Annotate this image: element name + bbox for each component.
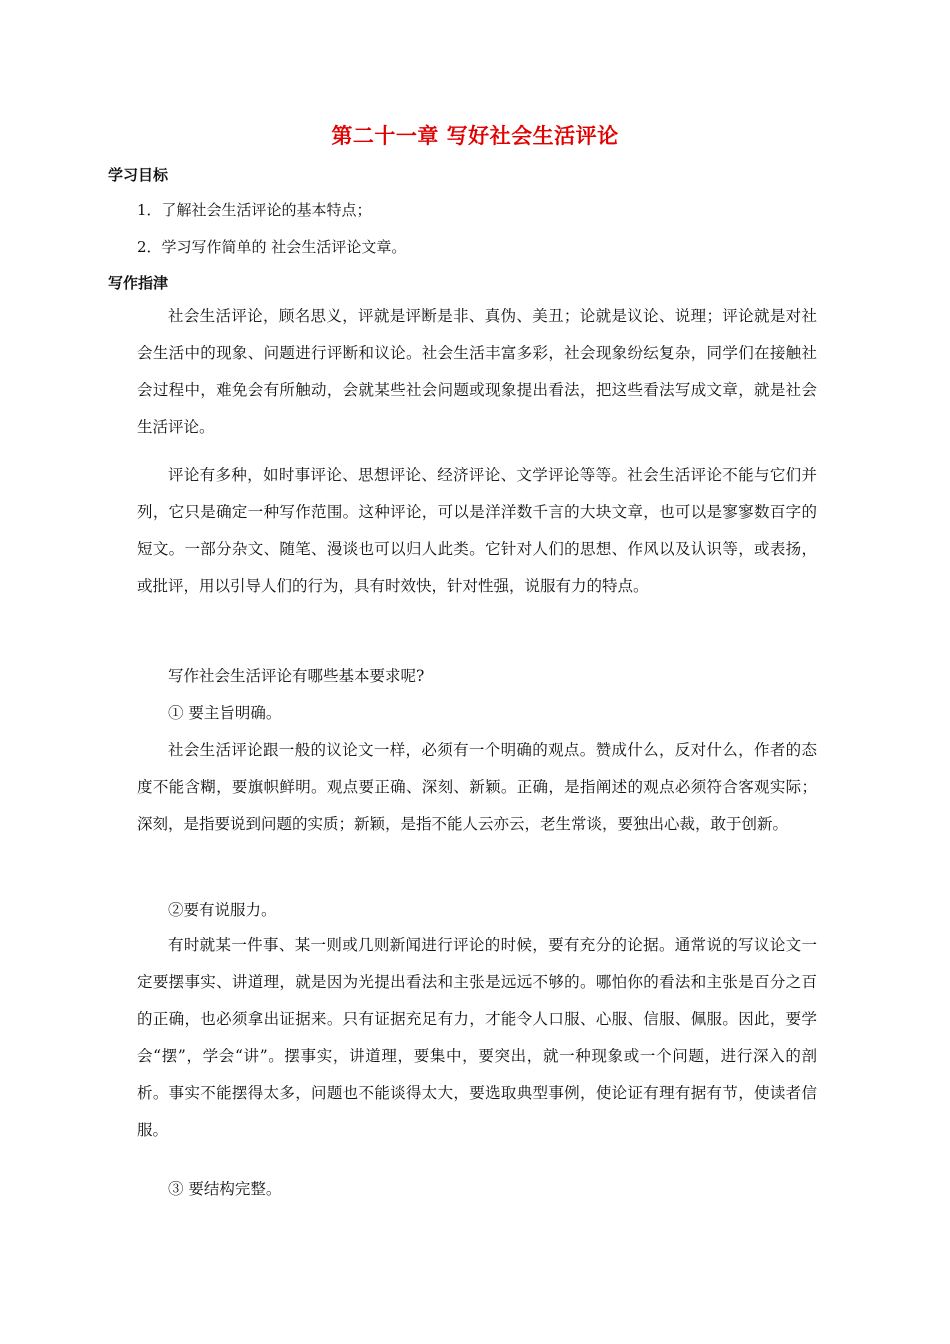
requirement-2: ②要有说服力。 bbox=[168, 901, 277, 919]
guide-paragraph-2: 评论有多种，如时事评论、思想评论、经济评论、文学评论等等。社会生活评论不能与它们并列，它只是确定一种写作范围。这种评论，可以是洋洋数千言的大块文章，也可以是寥寥数百字的短文。一部分杂文、随笔、漫谈也可以归人此类。它针对人们的思想、作风以及认识等，或表扬，或批评，用以引导人们的行为，具有时效快，针对性强，说服有力的特点。 bbox=[137, 466, 817, 595]
guide-paragraph-4: 社会生活评论跟一般的议论文一样，必须有一个明确的观点。赞成什么，反对什么，作者的态度不能含糊，要旗帜鲜明。观点要正确、深刻、新颖。正确，是指阐述的观点必须符合客观实际；深刻，是指要说到问题的实质；新颖，是指不能人云亦云，老生常谈，要独出心裁，敢于创新。 bbox=[137, 741, 817, 833]
requirement-1: ① 要主旨明确。 bbox=[168, 704, 282, 722]
goals-heading: 学习目标 bbox=[108, 166, 169, 184]
goal-item-2: 2．学习写作简单的 社会生活评论文章。 bbox=[137, 238, 407, 256]
guide-paragraph-1: 社会生活评论，顾名思义，评就是评断是非、真伪、美丑；论就是议论、说理；评论就是对社会生活中的现象、问题进行评断和议论。社会生活丰富多彩，社会现象纷纭复杂，同学们在接触社会过程中，难免会有所触动，会就某些社会问题或现象提出看法，把这些看法写成文章，就是社会生活评论。 bbox=[137, 307, 817, 436]
guide-heading: 写作指津 bbox=[108, 274, 169, 292]
guide-paragraph-5: 有时就某一件事、某一则或几则新闻进行评论的时候，要有充分的论据。通常说的写议论文一定要摆事实、讲道理，就是因为光提出看法和主张是远远不够的。哪怕你的看法和主张是百分之百的正确，也必须拿出证据来。只有证据充足有力，才能令人口服、心服、信服、佩服。因此，要学会“摆”，学会“讲”。摆事实，讲道理，要集中，要突出，就一种现象或一个问题，进行深入的剖析。事实不能摆得太多，问题也不能谈得太大，要选取典型事例，使论证有理有据有节，使读者信服。 bbox=[137, 936, 817, 1139]
requirement-3: ③ 要结构完整。 bbox=[168, 1180, 282, 1198]
guide-paragraph-3: 写作社会生活评论有哪些基本要求呢? bbox=[168, 667, 425, 685]
chapter-title: 第二十一章 写好社会生活评论 bbox=[331, 124, 619, 148]
goal-item-1: 1．了解社会生活评论的基本特点； bbox=[137, 201, 372, 219]
